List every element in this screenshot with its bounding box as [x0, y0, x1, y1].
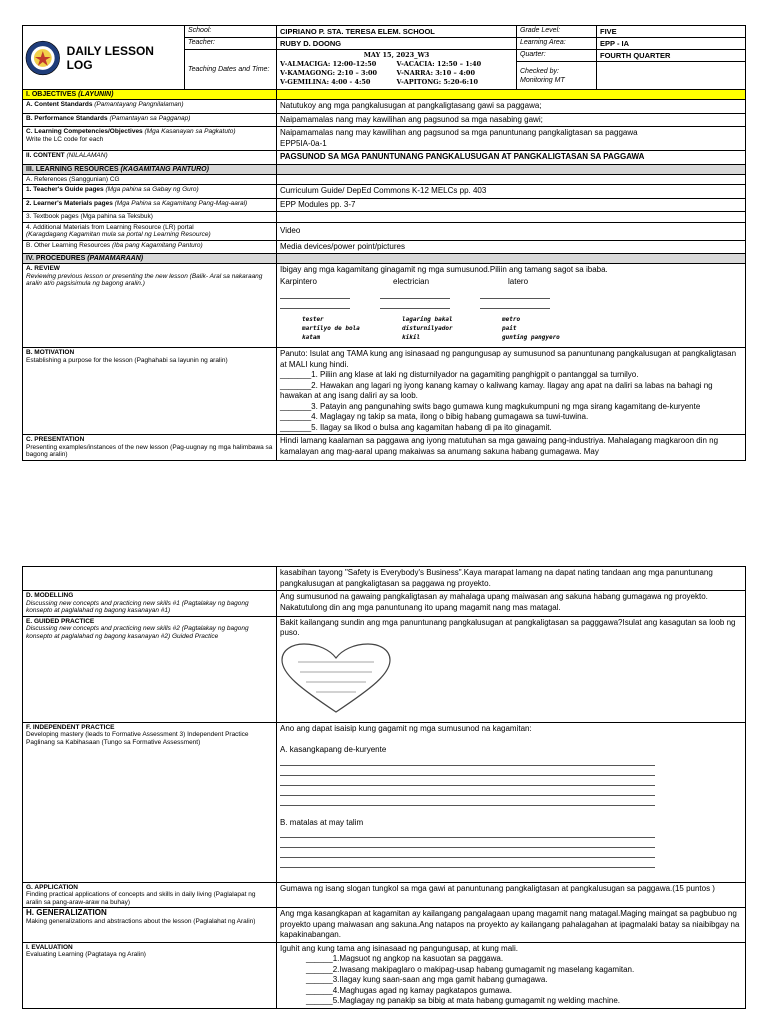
grade-value: FIVE — [597, 26, 746, 38]
area-label: Learning Area: — [517, 38, 597, 50]
page-1 — [22, 25, 745, 461]
performance-standards-label: B. Performance Standards (Pamantayan sa Pagganap) — [23, 113, 277, 127]
header-table — [22, 25, 746, 90]
schedule-item: V-KAMAGONG: 2:10 – 3:00 — [280, 69, 378, 77]
page-2 — [22, 566, 745, 1009]
independent-item-b: B. matalas at may talim — [280, 817, 364, 827]
schedule-item: V-NARRA: 3:10 – 4:00 — [396, 69, 475, 77]
checked-value — [597, 62, 746, 90]
independent-practice-label: F. INDEPENDENT PRACTICE Developing mastery (leads to Formative Assessment 3) Independent Practice Paglinang sa Kabihasaan (Tungo sa Formative Assessment) — [23, 722, 277, 882]
generalization-content: Ang mga kasangkapan at kagamitan ay kailangang pangalagaan upang magamit nang matagal.Maging maingat sa pagbubuo ng proyekto upang maiwasan ang sakuna.Ang natapos na proyekto ay kailangang pahalagahan at ipagmalaki batay sa niaibibgay na kapakinabangan. — [277, 908, 746, 943]
dates-label: Teaching Dates and Time: — [185, 50, 277, 90]
area-value: EPP - IA — [597, 38, 746, 50]
objectives-heading: I. OBJECTIVES (LAYUNIN) — [23, 90, 277, 100]
independent-item-a: A. kasangkapang de-kuryente — [280, 745, 387, 754]
independent-practice-content: Ano ang dapat isaisip kung gagamit ng mga sumusunod na kagamitan: A. kasangkapang de-kuryente B. matalas at may talim — [277, 722, 746, 882]
school-value: CIPRIANO P. STA. TERESA ELEM. SCHOOL — [277, 26, 517, 38]
motivation-item: _______3. Patayin ang pangunahing swits bago gumawa kung magkukumpuni ng mga sirang kagamitang de-kuryente — [280, 401, 701, 411]
textbook-label: 3. Textbook pages (Mga pahina sa Teksbuk) — [23, 212, 277, 223]
heart-drawing — [280, 642, 392, 714]
lesson-table-page-1 — [22, 89, 746, 461]
evaluation-content: Iguhit ang kung tama ang isinasaad ng pangungusap, at kung mali. ______1.Magsuot ng angkop na kasuotan sa paggawa. ______2.Iwasang makipaglaro o makipag-usap habang gumagamit ng maselang kagamitan. ______3.Ilagay kung saan-saan ang mga gamit habang gumagawa. ______4.Maghugas agad ng kamay pagkatapos gumawa. ______5.Maglagay ng panakip sa bibig at mata habang gumagamit ng welding machine. — [277, 942, 746, 1008]
content-standards-label: A. Content Standards (Pamantayang Pangnilalaman) — [23, 100, 277, 114]
review-col-electrician: electrician — [393, 276, 430, 286]
grade-label: Grade Level: — [517, 26, 597, 38]
references-label: A. References (Sanggunian) CG — [23, 174, 277, 185]
evaluation-item: ______5.Maglagay ng panakip sa bibig at mata habang gumagamit ng welding machine. — [306, 996, 620, 1005]
motivation-item: _______5. Ilagay sa likod o bulsa ang kagamitan habang di pa ito ginagamit. — [280, 422, 552, 432]
content-standards-value: Natutukoy ang mga pangkalusugan at pangkaligtasang gawi sa paggawa; — [277, 100, 746, 114]
review-choices: tester lagaring bakal metro martilyo de bola disturnilyador pait katam kikil gunting pangyero — [302, 316, 560, 341]
checked-by — [517, 62, 597, 90]
review-instructions: Ibigay ang mga kagamitang ginagamit ng mga sumusunod.Piliin ang tamang sagot sa ibaba. — [280, 265, 608, 274]
evaluation-item: ______4.Maghugas agad ng kamay pagkatapos gumawa. — [306, 985, 512, 995]
resources-heading: III. LEARNING RESOURCES (KAGAMITANG PANTURO) — [23, 164, 277, 174]
motivation-item: _______1. Piliin ang klase at laki ng disturnilyador na gagamiting panghigpit o pantanggal sa turnilyo. — [280, 370, 639, 379]
date-line: MAY 15, 2023_W3 — [363, 51, 430, 59]
schedule-item: V-GEMILINA: 4:00 - 4:50 — [280, 78, 371, 86]
schedule-item: V-ALMACIGA: 12:00-12:50 — [280, 60, 377, 68]
review-content — [277, 264, 746, 348]
motivation-content: Panuto: Isulat ang TAMA kung ang isinasaad ng pangungusap ay sumusunod sa panuntunang pangkalusugan at pangkaligtasan at MALI kung hindi. _______1. Piliin ang klase at laki ng disturnilyador na gagamiting panghigpit o pantanggal sa turnilyo. _______2. Hawakan ang lagari ng iyong kanang kamay o kaliwang kamay. Ilagay ang apat na daliri sa labas na bahagi ng hawakan at ang isang daliri ay sa loob. _______3. Patayin ang pangunahing swits bago gumawa kung magkukumpuni ng mga sirang kagamitang de-kuryente _______4. Maglagay ng takip sa mata, ilong o bibig habang gumagawa sa tuwi-tuwina. _______5. Ilagay sa likod o bulsa ang kagamitan habang di pa ito ginagamit. — [277, 348, 746, 435]
deped-seal-icon — [25, 40, 61, 76]
application-content: Gumawa ng isang slogan tungkol sa mga gawi at panuntunang pangkaligtasan at pangkalusugan sa paggawa.(15 puntos ) — [277, 882, 746, 908]
presentation-content: Hindi lamang kaalaman sa paggawa ang iyong matutuhan sa mga gawaing pang-industriya. Mahalagang magkaroon din ng kamalayan ang mag-aaral upang makaiwas sa anumang sakuna habang gumagawa. May — [277, 435, 746, 461]
teachers-guide-value: Curriculum Guide/ DepEd Commons K-12 MELCs pp. 403 — [277, 185, 746, 199]
motivation-label: B. MOTIVATION Establishing a purpose for the lesson (Paghahabi sa layunin ng aralin) — [23, 348, 277, 435]
lr-portal-label: 4. Additional Materials from Learning Resource (LR) portal (Karagdagang Kagamitan mula sa portal ng Learning Resource) — [23, 222, 277, 240]
presentation-label: C. PRESENTATION Presenting examples/instances of the new lesson (Pag-uugnay ng mga halimbawa sa bagong aralin) — [23, 435, 277, 461]
lr-portal-value: Video — [277, 222, 746, 240]
review-label: A. REVIEW Reviewing previous lesson or presenting the new lesson (Balik- Aral sa nakaraang aralin at/o pagsisimula ng bagong aralin.) — [23, 264, 277, 348]
content-value: PAGSUNOD SA MGA PANUNTUNANG PANGKALUSUGAN AT PANGKALIGTASAN SA PAGGAWA — [277, 151, 746, 165]
motivation-item: _______4. Maglagay ng takip sa mata, ilong o bibig habang gumagawa sa tuwi-tuwina. — [280, 412, 589, 421]
header-logo-title — [23, 26, 185, 90]
checked-label: Checked by: — [520, 67, 559, 75]
other-resources-label: B. Other Learning Resources (Iba pang Kagamitang Panturo) — [23, 240, 277, 254]
other-resources-value: Media devices/power point/pictures — [277, 240, 746, 254]
teachers-guide-label: 1. Teacher's Guide pages (Mga pahina sa Gabay ng Guro) — [23, 185, 277, 199]
modelling-label: D. MODELLING Discussing new concepts and practicing new skills #1 (Pagtalakay ng bagong konsepto at paglalahad ng bagong kasanayan #1) — [23, 591, 277, 617]
application-label: G. APPLICATION Finding practical applications of concepts and skills in daily living (Paglalapat ng aralin sa pang-araw-araw na buhay) — [23, 882, 277, 908]
guided-practice-content: Bakit kailangang sundin ang mga panuntunang pangkalusugan at pangkaligtasan sa pagggawa?Isulat ang kasagutan sa loob ng puso. — [277, 616, 746, 722]
procedures-heading: IV. PROCEDURES (PAMAMARAAN) — [23, 254, 277, 264]
monitoring-label: Monitoring MT — [520, 76, 565, 84]
evaluation-item: ______2.Iwasang makipaglaro o makipag-usap habang gumagamit ng maselang kagamitan. — [306, 964, 635, 974]
guided-practice-label: E. GUIDED PRACTICE Discussing new concepts and practicing new skills #2 (Pagtalakay ng bagong konsepto at paglalahad ng bagong kasanayan #2) Guided Practice — [23, 616, 277, 722]
review-col-carpenter: Karpintero — [280, 276, 317, 286]
review-col-tinsmith: latero — [508, 276, 529, 286]
generalization-label: H. GENERALIZATION Making generalizations and abstractions about the lesson (Paglalahat ng Aralin) — [23, 908, 277, 943]
learners-materials-value: EPP Modules pp. 3-7 — [277, 198, 746, 212]
competencies-label: C. Learning Competencies/Objectives (Mga Kasanayan sa Pagkatuto) Write the LC code for each — [23, 127, 277, 151]
performance-standards-value: Naipamamalas nang may kawilihan ang pagsunod sa mga nasabing gawi; — [277, 113, 746, 127]
competencies-value: Naipamamalas nang may kawilihan ang pagsunod sa mga panuntunang pangkaligtasan sa paggawa EPP5IA-0a-1 — [277, 127, 746, 151]
evaluation-label: I. EVALUATION Evaluating Learning (Pagtataya ng Aralin) — [23, 942, 277, 1008]
content-label: II. CONTENT (NILALAMAN) — [23, 151, 277, 165]
motivation-item: _______2. Hawakan ang lagari ng iyong kanang kamay o kaliwang kamay. Ilagay ang apat na daliri sa labas na bahagi ng hawakan at ang isang daliri ay sa loob. — [280, 380, 713, 400]
teacher-value: RUBY D. DOONG — [277, 38, 517, 50]
lesson-table-page-2 — [22, 566, 746, 1009]
quarter-value: FOURTH QUARTER — [597, 50, 746, 62]
learners-materials-label: 2. Learner's Materials pages (Mga Pahina sa Kagamitang Pang-Mag-aaral) — [23, 198, 277, 212]
quarter-label: Quarter: — [517, 50, 597, 62]
teacher-label: Teacher: — [185, 38, 277, 50]
lesson-log-title: DAILY LESSON LOG — [66, 43, 154, 72]
evaluation-item: ______3.Ilagay kung saan-saan ang mga gamit habang gumagawa. — [306, 975, 548, 984]
evaluation-item: ______1.Magsuot ng angkop na kasuotan sa paggawa. — [306, 954, 504, 963]
modelling-content: Ang sumusunod na gawaing pangkaligtasan ay mahalaga upang maiwasan ang sakuna habang gumagawa ng proyekto. Nakatutulong din ang mga panuntunang ito upang magamit nang mas matagal. — [277, 591, 746, 617]
schedule-block — [277, 50, 517, 90]
school-label: School: — [185, 26, 277, 38]
presentation-continued: kasabihan tayong "Safety is Everybody's Business".Kaya marapat lamang na dapat nating tandaan ang mga panuntunang pangkalusugan at pangkaligtasan sa paggawa ng proyekto. — [277, 567, 746, 591]
schedule-item: V-ACACIA: 12:50 – 1:40 — [396, 60, 482, 68]
schedule-item: V-APITONG: 5:20-6:10 — [396, 78, 479, 86]
